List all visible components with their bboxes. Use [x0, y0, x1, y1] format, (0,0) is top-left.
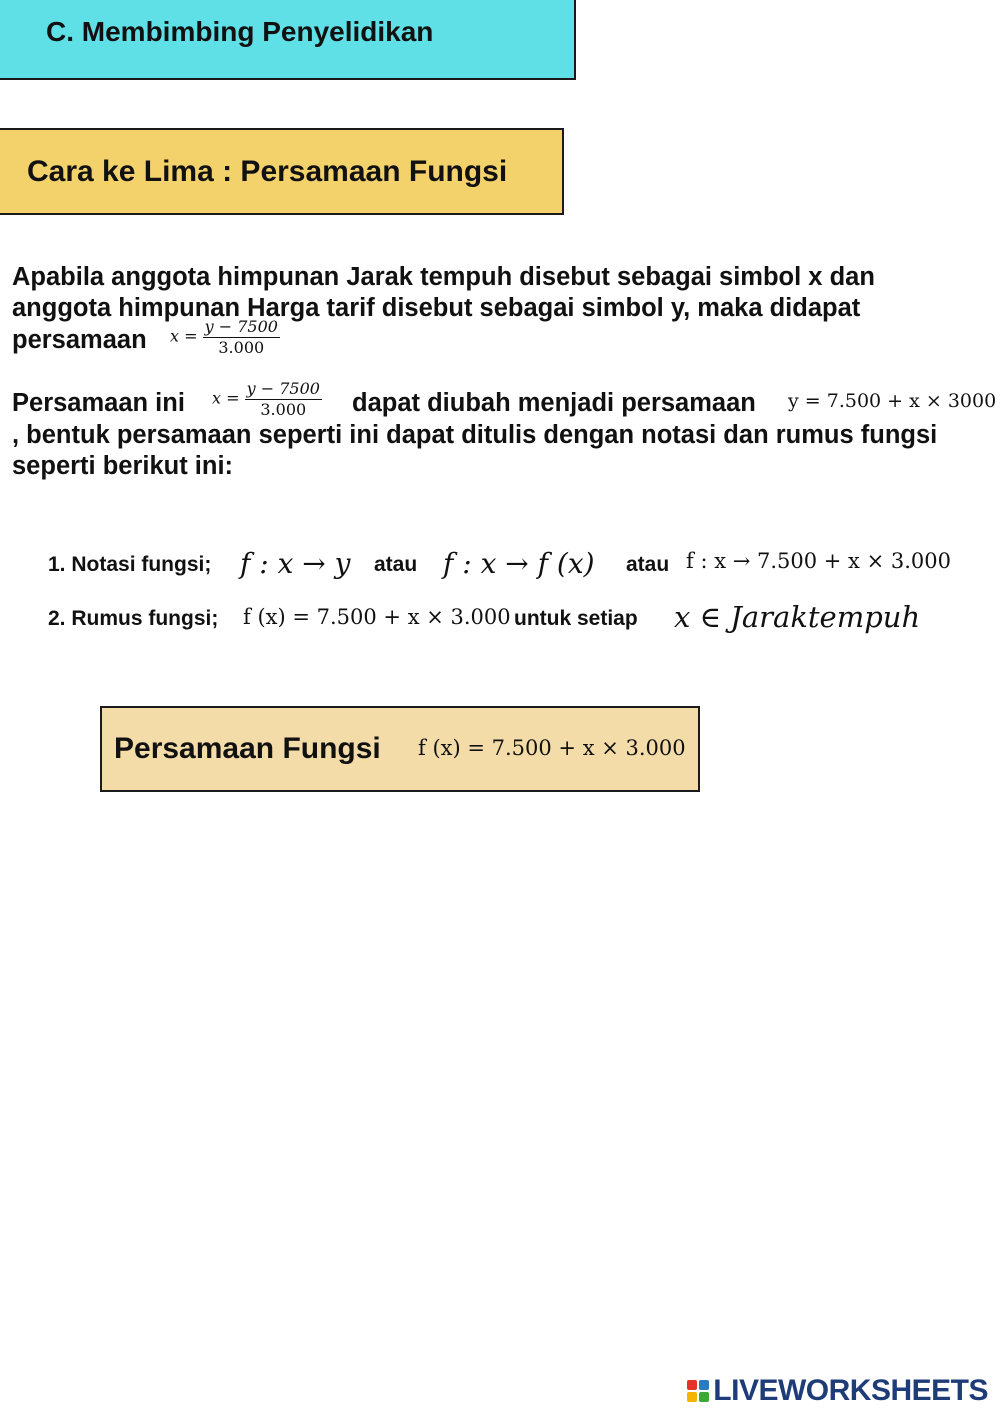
- equation-x-inverse: [170, 318, 280, 356]
- fraction-numerator: y − 7500: [246, 379, 320, 398]
- fraction: [245, 380, 322, 418]
- logo-square-icon: [687, 1392, 697, 1402]
- liveworksheets-logo: [687, 1374, 988, 1408]
- fraction: [203, 318, 280, 356]
- connector-atau-2: atau: [626, 553, 670, 576]
- formula-fx: f (x) = 7.500 + x × 3.000: [243, 605, 511, 629]
- section-heading: C. Membimbing Penyelidikan: [46, 16, 434, 47]
- connector-untuk-setiap: untuk setiap: [514, 607, 638, 630]
- paragraph-2-line-2: , bentuk persamaan seperti ini dapat ditulis dengan notasi dan rumus fungsi: [12, 421, 938, 449]
- notation-f-x-to-y: f : x → y: [240, 547, 351, 580]
- logo-square-icon: [699, 1380, 709, 1390]
- paragraph-2-middle: dapat diubah menjadi persamaan: [352, 389, 756, 417]
- notation-label: 1. Notasi fungsi;: [48, 553, 212, 576]
- paragraph-2-line-3: seperti berikut ini:: [12, 452, 234, 480]
- fraction-numerator: y − 7500: [204, 317, 278, 336]
- equation-x-inverse-2: [212, 380, 322, 418]
- method-heading: Cara ke Lima : Persamaan Fungsi: [27, 155, 508, 188]
- equation-y: y = 7.500 + x × 3000: [788, 390, 997, 412]
- function-equation-label: Persamaan Fungsi: [114, 732, 381, 765]
- formula-label: 2. Rumus fungsi;: [48, 607, 219, 630]
- fraction-denominator: 3.000: [218, 337, 265, 357]
- paragraph-1-line-2: anggota himpunan Harga tarif disebut sebagai simbol y, maka didapat: [12, 294, 861, 322]
- logo-square-icon: [687, 1380, 697, 1390]
- notation-explicit: f : x → 7.500 + x × 3.000: [686, 549, 951, 573]
- logo-square-icon: [699, 1392, 709, 1402]
- paragraph-2-label: Persamaan ini: [12, 389, 185, 417]
- equation-lhs: x =: [170, 326, 198, 346]
- paragraph-1-line-1: Apabila anggota himpunan Jarak tempuh disebut sebagai simbol x dan: [12, 263, 875, 291]
- liveworksheets-brand: LIVEWORKSHEETS: [713, 1374, 988, 1407]
- section-heading-box: [0, 0, 576, 80]
- connector-atau-1: atau: [374, 553, 418, 576]
- paragraph-1-line-3-label: persamaan: [12, 326, 147, 354]
- function-equation-formula: f (x) = 7.500 + x × 3.000: [418, 736, 686, 760]
- notation-f-x-to-fx: f : x → f (x): [443, 547, 595, 580]
- fraction-denominator: 3.000: [260, 399, 307, 419]
- method-heading-box: [0, 128, 564, 215]
- domain-statement: x ∈ Jaraktempuh: [674, 600, 921, 634]
- function-equation-box: [100, 706, 700, 792]
- liveworksheets-grid-icon: [687, 1380, 709, 1402]
- equation-lhs: x =: [212, 388, 240, 408]
